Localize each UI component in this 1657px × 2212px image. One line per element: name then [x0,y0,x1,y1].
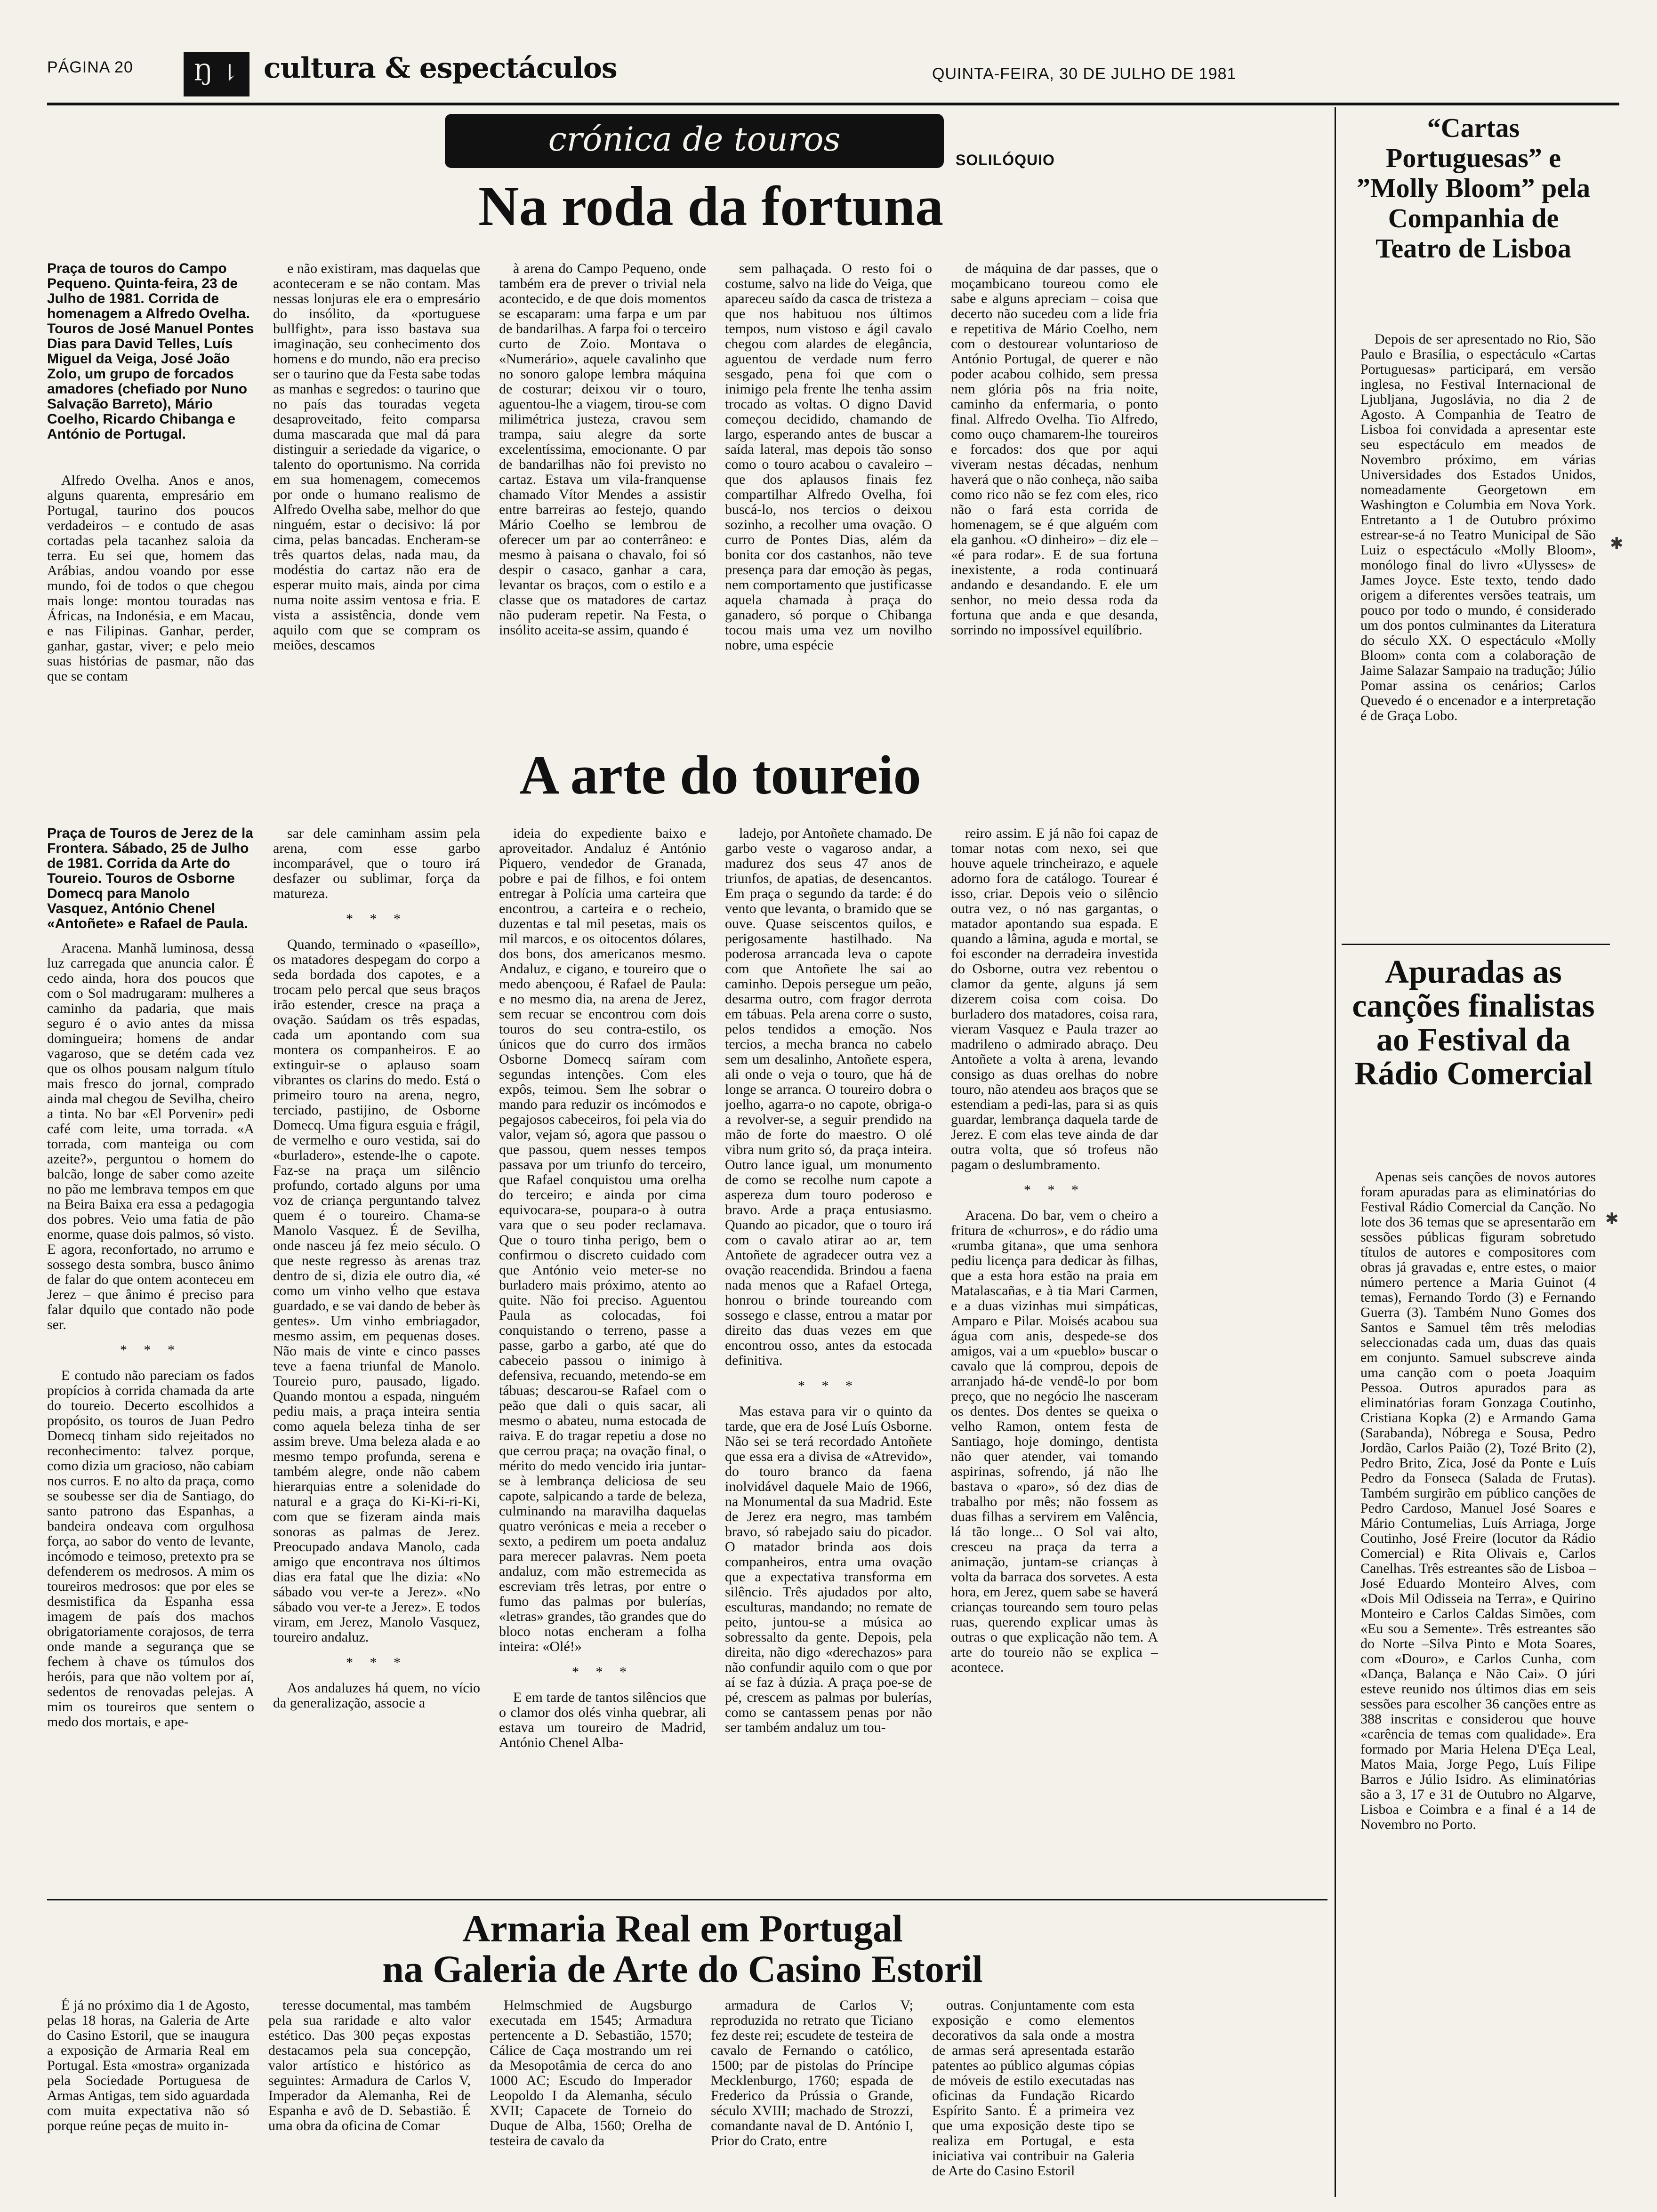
article2-col4 [725,826,932,1880]
article3-col2 [268,1998,471,2200]
article2-col3 [499,826,706,1880]
article2-text: E contudo não pareciam os fados propícios à corrida chamada da arte do toureio. Decerto escolhidos a propósito, os touros de Juan Pedro Domecq tinham sido rejeitados no reconhecimento: talvez porque, como dizia um gracioso, não cabiam nos curros. E no alto da praça, como se soubesse ser dia de Santiago, do santo patrono das Espanhas, a bandeira ondeava com orgulhosa força, ao sabor do vento de levante, incómodo e teimoso, pretexto pra se defenderem os medrosos. A mim os toureiros medrosos: que por eles se desmistifica da Espanha essa imagem de país dos machos obrigatoriamente corajosos, de terra onde mande a segurança que se fechem à chave os túmulos dos heróis, para que não voltem por aí, sedentos de renovadas pelejas. A mim os toureiros que sentem o medo dos mortais, e ape- [47,1368,254,1730]
article3-col5 [932,1998,1134,2200]
section-title: cultura & espectáculos [264,52,617,85]
article3-col1 [47,1998,249,2200]
page-header [47,52,1619,99]
sidebar1-body [1360,332,1596,944]
kicker: SOLILÓQUIO [956,152,1055,168]
article1-text: de máquina de dar passes, que o moçambicano toureou como ele sabe e alguns apreciam – coisa que decerto não sucedeu com a lide fria e repetitiva de Mário Coelho, nem com o destourear voluntarioso de António Portugal, de querer e não poder acabou colhido, sem pressa nem glória pôs na fria noite, caminho da enfermaria, o ponto final. Alfredo Ovelha. Tio Alfredo, como ouço chamarem-lhe toureiros e forcados: dos que por aqui viveram nestas décadas, nenhum haverá que o não conheça, não saiba como rico não se fez com eles, rico não o fará esta corrida de homenagem, se é que alguém com ela ganhou. «O dinheiro» – diz ele – «é para rodar». E de sua fortuna inexistente, a roda continuará andando e desandando. E ele um senhor, no meio dessa roda da fortuna que anda e que desanda, sorrindo no impossível equilíbrio. [951,261,1158,638]
headline-armaria-line1: Armaria Real em Portugal [462,1907,903,1950]
article3-rule [47,1899,1327,1900]
article2-text: sar dele caminham assim pela arena, com esse garbo incomparável, que o touro irá desfazer ou sublimar, força da matureza. [273,826,480,901]
sidebar2-text: Apenas seis canções de novos autores foram apuradas para as eliminatórias do Festival Rádio Comercial da Canção. No lote dos 36 temas que se apresentarão em sessões públicas figuram sobretudo títulos de autores e compositores com obras já gravadas e, entre estes, o maior número pertence a Maria Guinot (4 temas), Fernando Tordo (3) e Fernando Guerra (3). Também Nuno Gomes dos Santos e Samuel têm três melodias seleccionadas cada um, duas das quais em conjunto. Samuel subscreve ainda uma canção com o poeta Joaquim Pessoa. Outros apurados para as eliminatórias foram Gonzaga Coutinho, Cristiana Kopka (2) e Armando Gama (Sarabanda), Nóbrega e Sousa, Pedro Jordão, Carlos Paião (2), Tozé Brito (2), Pedro Brito, Zica, José da Ponte e Luís Pedro da Fonseca (Salada de Frutas). Também surgirão em público canções de Pedro Cardoso, Manuel José Soares e Mário Contumelias, Luís Arriaga, Jorge Coutinho, José Freire (locutor da Rádio Comercial) e Rita Olivais e, Carlos Canelhas. Três estreantes são de Lisboa – José Eduardo Monteiro Alves, com «Dois Mil Odisseia na Terra», e Quirino Monteiro e Carlos Caldas Simões, com «Eu sou a Semente». Três estreantes são do Norte –Silva Pinto e Mota Soares, com «Douro», e Carlos Cunha, com «Dança, Balança e Não Cai». O júri esteve reunido nos últimos dias em seis sessões para escolher 36 canções entre as 388 inscritas e considerou que houve «carência de temas com qualidade». Era formado por Maria Helena D'Eça Leal, Matos Maia, Jorge Pego, Luís Filipe Barros e Júlio Isidro. As eliminatórias são a 3, 17 e 31 de Outubro no Algarve, Lisboa e Coimbra e a final é a 14 de Novembro no Porto. [1360,1170,1596,1832]
article2-col5 [951,826,1158,1880]
margin-mark: ✱ [1610,535,1624,553]
headline-na-roda: Na roda da fortuna [478,175,943,237]
article1-text: Alfredo Ovelha. Anos e anos, alguns quarenta, empresário em Portugal, taurino dos poucos verdadeiros – e contudo de asas cortadas pela tacanhez saloia da terra. Eu sei que, homem das Arábias, andou voando por esse mundo, foi de todos o que chegou mais longe: montou touradas nas Áfricas, na Indonésia, e em Macau, e nas Filipinas. Ganhar, perder, ganhar, gastar, viver; e pelo meio suas histórias de pasmar, não das que se contam [47,473,254,684]
article2-text: ideia do expediente baixo e aproveitador. Andaluz é António Piquero, vendedor de Granada, pobre e pai de filhos, e foi ontem entregar à Polícia uma carteira que encontrou, a carteira e o recheio, duzentas e tal mil pesetas, mais os mil marcos, e os oitocentos dólares, dos bons, dos americanos mesmo. Andaluz, e cigano, e toureiro que o medo abençoou, é Rafael de Paula: e no mesmo dia, na arena de Jerez, sem recuar se encontrou com dois touros do seu contra-estilo, os únicos que do curro dos irmãos Osborne Domecq saíram com segundas intenções. Com eles expôs, teimou. Sem lhe sobrar o mando para reduzir os incómodos e pegajosos cabeceiros, foi pela via do valor, vejam só, agora que passou o que passou, quem nesses tempos passava por um triunfo do terceiro, que Rafael conquistou uma orelha do terceiro; e ainda por cima equivocara-se, poupara-o à outra vara que o seu poder reclamava. Que o touro tinha perigo, bem o confirmou o discreto cuidado com que António veio meter-se no burladero mais próximo, atento ao quite. Não foi preciso. Aguentou Paula as colocadas, foi conquistando o terreno, passe a passe, garbo a garbo, até que do cabeceio passou o inimigo à defensiva, recuando, metendo-se em tábuas; descarou-se Rafael com o peão que dali o quis sacar, ali mesmo o abateu, numa estocada de raiva. E do tragar repetiu a dose no que cerrou praça; na ovação final, o mérito do medo vencido iria juntar-se à lembrança deliciosa de seu capote, salpicando a tarde de beleza, culminando na maravilha daquelas quatro verónicas e meia a receber o sexto, a pedirem um poeta andaluz para merecer palavras. Nem poeta andaluz, com mão estremecida as escreviam três letras, por entre o fumo das palmas por bulerías, «letras» grandes, tão grandes que do bloco notas encheram a folha inteira: «Olé!» [499,826,706,1654]
article1-col2 [273,261,480,732]
article2-text: Mas estava para vir o quinto da tarde, que era de José Luís Osborne. Não sei se terá recordado Antoñete que essa era a divisa de «Atrevido», do touro branco da faena inolvidável daquele Maio de 1966, na Monumental da sua Madrid. Este de Jerez era negro, mas também bravo, só rabejado saiu do picador. O matador brinda aos dois companheiros, entra uma ovação que a expectativa transforma em silêncio. Três ajudados por alto, esculturas, mandando; no remate de peito, juntou-se a música ao sobressalto da gente. Depois, pela direita, não digo «derechazos» para não confundir aquilo com o que por aí se faz à dúzia. A praça poe-se de pé, crescem as palmas por bulerías, como se cantassem penas por não ser também andaluz um tou- [725,1403,932,1735]
article2-lead: Praça de Touros de Jerez de la Frontera. Sábado, 25 de Julho de 1981. Corrida da Arte do Toureio. Touros de Osborne Domecq para Manolo Vasquez, António Chenel «Antoñete» e Rafael de Paula. [47,826,253,931]
sidebar1-text: Depois de ser apresentado no Rio, São Paulo e Brasília, o espectáculo «Cartas Portuguesas» participará, em versão inglesa, no Festival Internacional de Ljubljana, Jugoslávia, no dia 2 de Agosto. A Companhia de Teatro de Lisboa foi convidada a apresentar este seu espectáculo em meados de Novembro próximo, em várias Universidades dos Estados Unidos, nomeadamente Georgetown em Washington e Columbia em Nova York. Entretanto a 1 de Outubro próximo estrear-se-á no Teatro Municipal de São Luiz o espectáculo «Molly Bloom», monólogo final do livro «Ulysses» de James Joyce. Este texto, tendo dado origem a diferentes versões teatrais, um pouco por todo o mundo, é considerado um dos pontos culminantes da Literatura do século XX. O espectáculo «Molly Bloom» conta com a colaboração de Jaime Salazar Sampaio na tradução; Júlio Pomar assina os cenários; Carlos Quevedo é o encenador e a interpretação é de Graça Lobo. [1360,332,1596,723]
section-separator: * * * [1024,1182,1085,1198]
headline-armaria-line2: na Galeria de Arte do Casino Estoril [382,1948,983,1991]
article1-text: à arena do Campo Pequeno, onde também era de prever o trivial nela acontecido, e de que dois momentos se escaparam: uma farpa e um par de bandarilhas. A farpa foi o terceiro curto de Zoio. Montava o «Numerário», aquele cavalinho que no sonoro galope lembra máquina de costurar; deixou vir o touro, aguentou-lhe a viagem, tirou-se com milimétrica justeza, cravou sem trampa, saiu alegre da sorte excelentíssima, emocionante. O par de bandarilhas não foi previsto no cartaz. Estava um vila-franquense chamado Vítor Mendes a assistir entre barreiras ao festejo, quando Mário Coelho se lembrou de oferecer um par ao conterrâneo: e mesmo à paisana o chavalo, foi só despir o casaco, ganhar a cara, levantar os braços, com o estilo e a classe que os matadores de cartaz não puderam repetir. Na Festa, o insólito aceita-se assim, quando é [499,261,706,638]
article3-text: armadura de Carlos V; reproduzida no retrato que Ticiano fez deste rei; escudete de testeira de cavalo de Fernando o católico, 1500; par de pistolas do Príncipe Mecklenburgo, 1760; espada de Frederico da Prússia o Grande, século XVIII; machado de Strozzi, comandante naval de D. António I, Prior do Crato, entre [711,1998,913,2148]
article2-text: Aracena. Manhã luminosa, dessa luz carregada que anuncia calor. É cedo ainda, hora dos poucos que com o Sol madrugaram: mulheres a caminho da padaria, que mais seguro é o avio antes da missa domingueira; homens de andar vagaroso, que se detém cada vez que os olhos pousam nalgum título mais fresco do jornal, comprado ainda mal chegou de Sevilha, cheiro a tinta. No bar «El Porvenir» pedi café com leite, uma torrada. «A torrada, com manteiga ou com azeite?», perguntou o homem do balcão, longe de saber como azeite no pão me lembrava tempos em que na Beira Baixa era essa a pedagogia dos pobres. Veio uma fatia de pão enorme, quase dois palmos, só visto. E agora, reconfortado, no arrumo e sossego desta sombra, busco ânimo de falar do que ontem aconteceu em Jerez – que ânimo é preciso para falar dquilo que contado não pode ser. [47,940,254,1332]
article3-col3 [490,1998,692,2200]
article1-col3 [499,261,706,732]
headline-armaria [141,1908,1224,1989]
section-separator: * * * [346,1655,407,1670]
article1-col1 [47,261,254,732]
column-banner: crónica de touros [445,114,944,168]
article1-lead: Praça de touros do Campo Pequeno. Quinta-feira, 23 de Julho de 1981. Corrida de homenagem a Alfredo Ovelha. Touros de José Manuel Pontes Dias para David Telles, Luís Miguel da Veiga, José João Zolo, um grupo de forcados amadores (chefiado por Nuno Salvação Barreto), Mário Coelho, Ricardo Chibanga e António de Portugal. [47,261,254,442]
header-rule [47,103,1619,105]
article3-text: Helmschmied de Augsburgo executada em 1545; Armadura pertencente a D. Sebastião, 1570; Cálice de Caça mostrando um rei da Mesopotâmia de cerca do ano 1000 AC; Escudo do Imperador Leopoldo I da Alemanha, século XVII; Capacete de Torneio do Duque de Alba, 1560; Orelha de testeira de cavalo da [490,1998,692,2148]
article1-text: e não existiram, mas daquelas que aconteceram e se não contam. Mas nessas lonjuras ele era o empresário do insólito, da «portuguese bullfight», para isso bastava sua imaginação, seu conhecimento dos homens e do mundo, não era preciso ser o taurino que da Festa sabe todas as manhas e segredos: o taurino que no país das touradas vegeta desaproveitado, feito comparsa duma mascarada que mal dá para distinguir a seriedade da vigarice, o talento do oportunismo. Na corrida em sua homenagem, comecemos por onde o humano realismo de Alfredo Ovelha sabe, melhor do que ninguém, estar o decisivo: lá por cima, pelas bancadas. Encheram-se três quartos delas, nada mau, da modéstia do cartaz não era de esperar muito mais, ainda por cima numa noite assim ventosa e fria. E vista a assistência, donde vem aquilo com que se compram os meiões, descamos [273,261,480,653]
article1-text: sem palhaçada. O resto foi o costume, salvo na lide do Veiga, que apareceu saído da casca de tristeza a que nos habituou nos últimos tempos, num vistoso e ágil cavalo chegou com alardes de elegância, aguentou de verdade num ferro sesgado, pena foi que com o inimigo pela frente lhe tenha assim trocado as voltas. O digno David começou decidido, chamando de largo, esperando antes de buscar a saída lateral, mas depois tão sonso como o touro acabou o cavaleiro – que dos aplausos finais fez compartilhar Alfredo Ovelha, foi buscá-lo, nos tercios o deixou sozinho, a recolher uma ovação. O curro de Pontes Dias, além da bonita cor dos castanhos, não teve presença para dar emoção às pegas, nem comportamento que justificasse aquela chamada à praça do ganadero, só porque o Chibanga tocou mais uma vez um novilho nobre, uma espécie [725,261,932,653]
article2-col2 [273,826,480,1880]
sidebar2-title: Apuradas as canções finalistas ao Festival da Rádio Comercial [1352,954,1595,1092]
section-separator: * * * [346,911,407,927]
article2-col1 [47,826,254,1880]
section-separator: * * * [120,1342,181,1358]
section-separator: * * * [572,1664,633,1680]
sidebar-divider [1335,107,1336,2197]
sidebar2-body [1360,1170,1596,2205]
article3-text: outras. Conjuntamente com esta exposição e como elementos decorativos da sala onde a mostra de armas será apresentada estarão patentes ao público algumas cópias de móveis de estilo executadas nas oficinas da Fundação Ricardo Espírito Santo. É a primeira vez que uma exposição deste tipo se realiza em Portugal, e esta iniciativa vai contribuir na Galeria de Arte do Casino Estoril [932,1998,1134,2179]
article2-text: Quando, terminado o «paseíllo», os matadores despegam do corpo a seda bordada dos capotes, e a trocam pelo percal que seus braços irão estender, cresce na praça a ovação. Saúdam os três espadas, cada um apontando com sua montera os companheiros. E ao extinguir-se o aplauso soam vibrantes os clarins do medo. Está o primeiro touro na arena, negro, terciado, pastijino, de Osborne Domecq. Uma figura esguia e frágil, de vermelho e ouro vestida, sai do «burladero», estende-lhe o capote. Faz-se na praça um silêncio profundo, cortado alguns por uma voz de criança perguntando talvez quem é o toureiro. Chama-se Manolo Vasquez. É de Sevilha, onde nasceu já fez meio século. O que neste regresso às arenas traz dentro de si, dizia ele outro dia, «é como um vinho velho que estava guardado, e se vai dando de beber às gentes». Um vinho embriagador, mesmo assim, em pequenas doses. Não mais de vinte e cinco passes teve a faena triunfal de Manolo. Toureio puro, pausado, ligado. Quando montou a espada, ninguém pediu mais, a praça inteira sentia como aquela beleza tinha de ser assim breve. Uma beleza alada e ao mesmo tempo profunda, serena e também alegre, onde não cabem hierarquias entre a solenidade do natural e a graça do Ki-Ki-ri-Ki, com que se fizeram ainda mais sonoras as palmas de Jerez. Preocupado andava Manolo, cada amigo que encontrava nos últimos dias era fatal que lhe dizia: «No sábado vou ver-te a Jerez». «No sábado vou ver-te a Jerez». E todos viram, em Jerez, Manolo Vasquez, toureiro andaluz. [273,937,480,1645]
article2-text: E em tarde de tantos silêncios que o clamor dos olés vinha quebrar, ali estava um toureiro de Madrid, António Chenel Alba- [499,1690,706,1750]
article3-text: teresse documental, mas também pela sua raridade e alto valor estético. Das 300 peças expostas destacamos pela sua concepção, valor artístico e histórico as seguintes: Armadura de Carlos V, Imperador da Alemanha, Rei de Espanha e avô de D. Sebastião. É uma obra da oficina de Comar [268,1998,471,2133]
section-logo: Ŋ ⇂ [184,52,249,96]
margin-mark: ✱ [1605,1210,1619,1228]
article2-text: Aracena. Do bar, vem o cheiro a fritura de «churros», e do rádio uma «rumba gitana», que uma senhora pediu licença para dedicar às filhas, que a esta hora estão na praia em Matalascañas, e à tia Mari Carmen, e a duas vizinhas mui simpáticas, Amparo e Pilar. Moisés acabou sua água com anis, despede-se dos amigos, vai a um «pueblo» buscar o cavalo que lá comprou, depois de arranjado há-de vendê-lo por bom preço, que no negócio lhe nasceram os dentes. Dos dentes se queixa o velho Ramon, ontem festa de Santiago, hoje domingo, dentista não quer atender, vai tomando aspirinas, sofrendo, já não lhe bastava o «paro», só dez dias de trabalho por mês; não fossem as duas filhas a servirem em Valência, lá tão longe... O Sol vai alto, cresceu na praça da terra a animação, juntam-se crianças à volta da barraca dos sorvetes. A esta hora, em Jerez, quem sabe se haverá crianças toureando sem touro pelas ruas, querendo explicar umas às outras o que explicação não tem. A arte do toureio não se explica – acontece. [951,1208,1158,1675]
article1-col5 [951,261,1158,732]
sidebar1-title: “Cartas Portuguesas” e ”Molly Bloom” pela Companhia de Teatro de Lisboa [1356,112,1591,264]
sidebar-rule [1342,944,1610,945]
page-number: PÁGINA 20 [47,58,133,76]
article1-col4 [725,261,932,732]
article3-col4 [711,1998,913,2200]
article2-text: Aos andaluzes há quem, no vício da generalização, associe a [273,1680,480,1711]
article2-text: ladejo, por Antoñete chamado. De garbo veste o vagaroso andar, a madurez dos seus 47 anos de triunfos, de apatias, de desencantos. Em praça o segundo da tarde: é do vento que levanta, o bramido que se ouve. Quase seiscentos quilos, e perigosamente hastilhado. Na poderosa arrancada leva o capote com que Antoñete lhe sai ao caminho. Depois persegue um peão, desarma outro, com fragor derrota em tábuas. Pela arena corre o susto, pelos tendidos a emoção. Nos tercios, a mecha branca no cabelo sem um desalinho, Antoñete espera, ali onde o veja o touro, que há de longe se arranca. O toureiro dobra o joelho, agarra-o no capote, obriga-o a revolver-se, a seguir prendido na mão de forte do maestro. O olé vibra num grito só, da praça inteira. Outro lance igual, um monumento de como se recolhe num capote a aspereza dum touro poderoso e bravo. Arde a praça entusiasmo. Quando ao picador, que o touro irá com o cavalo atirar ao ar, tem Antoñete de agradecer outra vez a ovação reacendida. Brindou a faena nada menos que a Rafael Ortega, honrou o brinde toureando com sossego e classe, entrou a matar por direito das duas vezes em que encontrou osso, antes da estocada definitiva. [725,826,932,1368]
article2-text: reiro assim. E já não foi capaz de tomar notas com nexo, sei que houve aquele trincheirazo, e aquele adorno fora de catálogo. Tourear é isso, criar. Depois veio o silêncio outra vez, o nó nas gargantas, o matador apontando sua espada. E quando a lâmina, aguda e mortal, se foi esconder na derradeira investida do Osborne, outra vez rebentou o clamor da gente, alguns já sem dizerem coisa com coisa. Do burladero dos matadores, coisa rara, vieram Vasquez e Paula trazer ao madrileno o admirado abraço. Deu Antoñete a volta à arena, levando consigo as duas orelhas do nobre touro, não atendeu aos braços que se estendiam a pedi-las, para si as quis guardar, lembrança daquela tarde de Jerez. E com elas teve ainda de dar outra volta, que só trofeus não pagam o deslumbramento. [951,826,1158,1172]
issue-date: QUINTA-FEIRA, 30 DE JULHO DE 1981 [932,65,1237,83]
section-separator: * * * [798,1378,859,1394]
headline-arte-toureio: A arte do toureio [519,744,921,806]
article3-text: É já no próximo dia 1 de Agosto, pelas 18 horas, na Galeria de Arte do Casino Estoril, que se inaugura a exposição de Armaria Real em Portugal. Esta «mostra» organizada pela Sociedade Portuguesa de Armas Antigas, tem sido aguardada com muita expectativa não só porque reúne peças de muito in- [47,1998,249,2133]
